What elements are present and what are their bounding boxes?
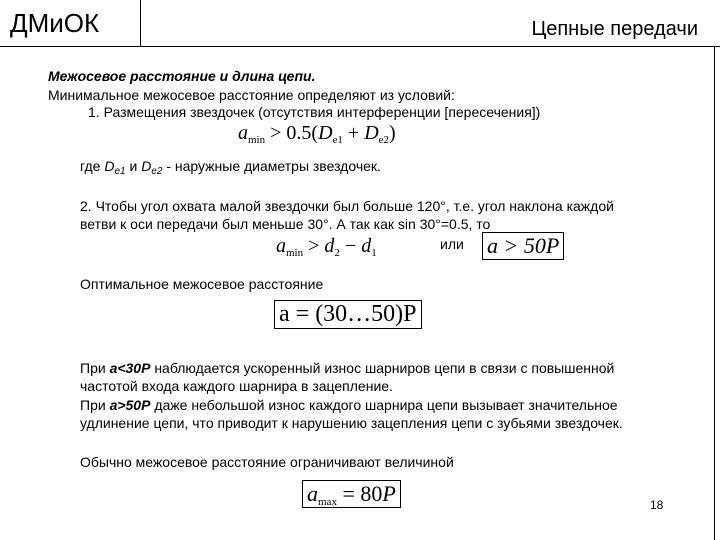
formula-amin-2: $a_{min} > d_2 - d_1$ xyxy=(276,235,377,259)
condition-2-line-1: 2. Чтобы угол охвата малой звездочки был больше 120°, т.е. угол наклона каждой xyxy=(80,198,614,214)
formula-amax: $a_{max} = 80P$ xyxy=(302,480,401,508)
paragraph-1-line-1: При a<30P наблюдается ускоренный износ шарниров цепи в связи с повышенной xyxy=(80,360,615,376)
where-text: где $D_{e1}$ и $D_{e2}$ - наружные диаметры звездочек. xyxy=(80,158,381,177)
formula-amin-1: $a_{min} > 0.5(D_{e1} + D_{e2})$ xyxy=(238,122,396,146)
formula-a-gt-50p: a > 50P xyxy=(482,232,564,260)
header-left-title: ДМиОК xyxy=(10,8,100,38)
section-heading: Межосевое расстояние и длина цепи. xyxy=(48,68,316,84)
paragraph-2-line-2: удлинение цепи, что приводит к нарушению зацепления цепи с зубьями звездочек. xyxy=(80,415,623,431)
formula-optimal-range: a = (30…50)P xyxy=(274,300,422,329)
intro-text: Минимальное межосевое расстояние определяют из условий: xyxy=(48,87,455,103)
condition-1: 1. Размещения звездочек (отсутствия интерференции [пересечения]) xyxy=(88,104,541,120)
paragraph-1-line-2: частотой входа каждого шарнира в зацепление. xyxy=(80,378,393,394)
optimal-label: Оптимальное межосевое расстояние xyxy=(80,276,324,292)
header-right-title: Цепные передачи xyxy=(531,18,698,40)
condition-2-line-2: ветви к оси передачи был меньше 30°. А так как sin 30°=0.5, то xyxy=(80,216,491,232)
right-border xyxy=(714,46,715,540)
or-text: или xyxy=(440,236,464,252)
usual-limit-text: Обычно межосевое расстояние ограничивают величиной xyxy=(80,454,454,470)
header-divider xyxy=(0,46,720,47)
paragraph-2-line-1: При a>50P даже небольшой износ каждого шарнира цепи вызывает значительное xyxy=(80,397,618,413)
page-number: 18 xyxy=(650,498,664,512)
